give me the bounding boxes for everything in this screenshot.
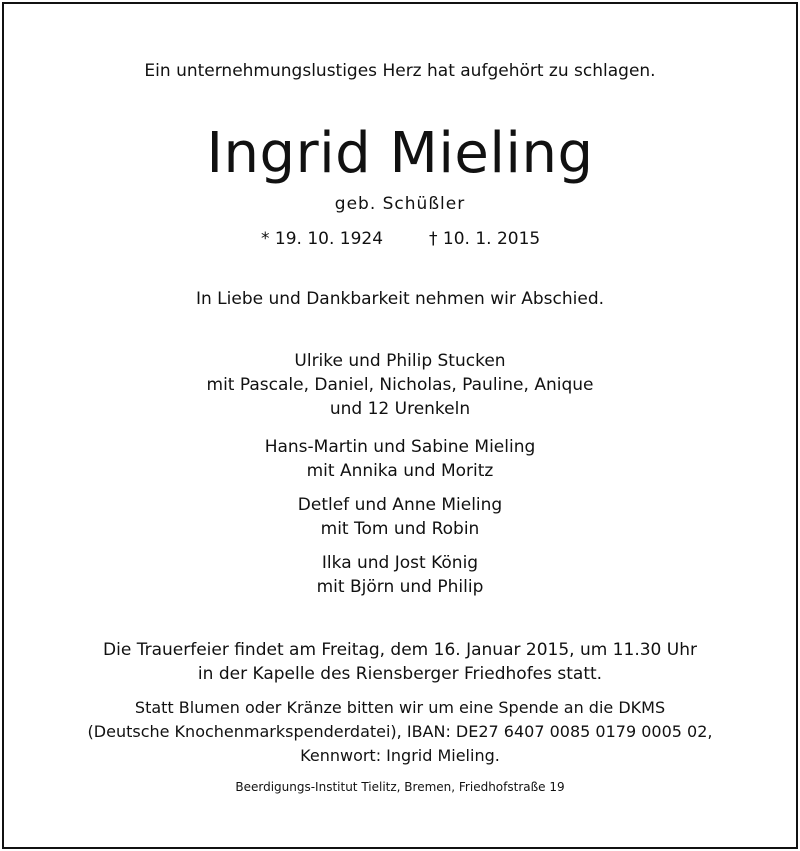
family-line: Detlef und Anne Mieling xyxy=(297,495,503,515)
birth-date: * 19. 10. 1924 xyxy=(261,229,384,249)
donation-line: (Deutsche Knochenmarkspenderdatei), IBAN: DE27 6407 0085 0179 0005 02, xyxy=(87,722,713,741)
family-line: mit Pascale, Daniel, Nicholas, Pauline, Anique xyxy=(206,375,594,395)
family-line: Ilka und Jost König xyxy=(321,553,479,573)
family-line: mit Björn und Philip xyxy=(316,577,484,597)
family-line: Hans-Martin und Sabine Mieling xyxy=(264,437,536,457)
ceremony-line: Die Trauerfeier findet am Freitag, dem 16. Januar 2015, um 11.30 Uhr xyxy=(103,640,697,660)
born-name: geb. Schüßler xyxy=(334,194,466,214)
death-date: † 10. 1. 2015 xyxy=(429,229,541,249)
family-line: mit Annika und Moritz xyxy=(306,461,494,481)
deceased-name: Ingrid Mieling xyxy=(206,121,594,186)
family-line: Ulrike und Philip Stucken xyxy=(294,351,506,371)
donation-line: Statt Blumen oder Kränze bitten wir um eine Spende an die DKMS xyxy=(134,698,666,717)
funeral-home-footer: Beerdigungs-Institut Tielitz, Bremen, Friedhofstraße 19 xyxy=(235,780,565,794)
family-line: und 12 Urenkeln xyxy=(329,399,471,419)
family-line: mit Tom und Robin xyxy=(320,519,480,539)
donation-line: Kennwort: Ingrid Mieling. xyxy=(300,746,500,765)
farewell-text: In Liebe und Dankbarkeit nehmen wir Abschied. xyxy=(195,289,605,309)
ceremony-line: in der Kapelle des Riensberger Friedhofes statt. xyxy=(197,664,603,684)
intro-text: Ein unternehmungslustiges Herz hat aufgehört zu schlagen. xyxy=(144,61,656,81)
